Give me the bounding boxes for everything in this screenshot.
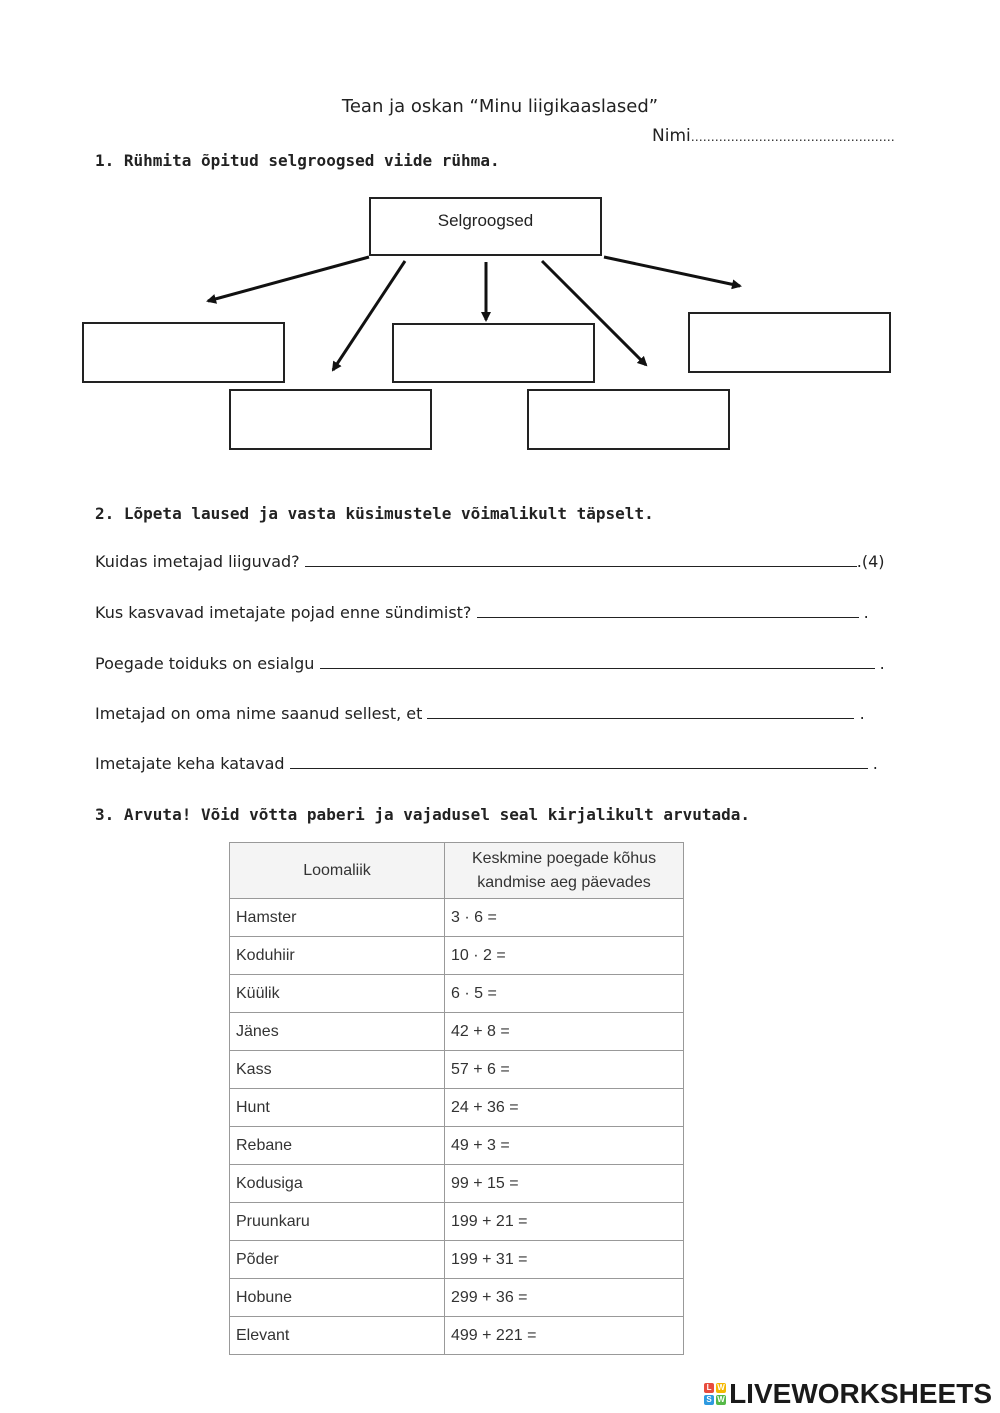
name-label: Nimi bbox=[652, 126, 691, 146]
liveworksheets-logo bbox=[704, 1378, 992, 1410]
calculation-cell[interactable]: 99 + 15 = bbox=[445, 1165, 684, 1203]
species-cell: Hunt bbox=[230, 1089, 445, 1127]
species-cell: Kass bbox=[230, 1051, 445, 1089]
species-cell: Küülik bbox=[230, 975, 445, 1013]
table-row bbox=[230, 937, 684, 975]
table-row bbox=[230, 975, 684, 1013]
answer-blank[interactable] bbox=[305, 552, 857, 567]
question-suffix: . bbox=[854, 704, 865, 723]
table-row bbox=[230, 1127, 684, 1165]
name-dots: …………………………………………… bbox=[690, 130, 895, 144]
logo-letter: W bbox=[717, 1383, 725, 1392]
arrow-1 bbox=[208, 257, 369, 301]
answer-blank[interactable] bbox=[427, 704, 854, 719]
group-box-4[interactable] bbox=[229, 389, 432, 450]
logo-mark-icon bbox=[704, 1383, 726, 1405]
table-row bbox=[230, 1165, 684, 1203]
section1-heading: 1. Rühmita õpitud selgroogsed viide rühma. bbox=[95, 151, 500, 170]
question-suffix: . bbox=[858, 603, 869, 622]
question-suffix: .(4) bbox=[856, 552, 885, 571]
species-cell: Hobune bbox=[230, 1279, 445, 1317]
question-row bbox=[95, 603, 869, 622]
table-row bbox=[230, 1317, 684, 1355]
table-row bbox=[230, 899, 684, 937]
calculation-cell[interactable]: 199 + 31 = bbox=[445, 1241, 684, 1279]
logo-letter: L bbox=[704, 1383, 714, 1393]
calculation-cell[interactable]: 199 + 21 = bbox=[445, 1203, 684, 1241]
species-cell: Kodusiga bbox=[230, 1165, 445, 1203]
section3-heading: 3. Arvuta! Võid võtta paberi ja vajadusel seal kirjalikult arvutada. bbox=[95, 805, 751, 824]
vertebrates-box: Selgroogsed bbox=[369, 197, 602, 256]
table-row bbox=[230, 1051, 684, 1089]
table-row bbox=[230, 1279, 684, 1317]
question-row bbox=[95, 552, 885, 571]
calculation-cell[interactable]: 24 + 36 = bbox=[445, 1089, 684, 1127]
question-row bbox=[95, 654, 885, 673]
calculation-cell[interactable]: 57 + 6 = bbox=[445, 1051, 684, 1089]
gestation-table-wrap bbox=[229, 842, 684, 1355]
group-box-5[interactable] bbox=[527, 389, 730, 450]
answer-blank[interactable] bbox=[477, 603, 859, 618]
table-header-row bbox=[230, 843, 684, 899]
question-text: Poegade toiduks on esialgu bbox=[95, 654, 315, 673]
question-text: Kuidas imetajad liiguvad? bbox=[95, 552, 300, 571]
calculation-cell[interactable]: 49 + 3 = bbox=[445, 1127, 684, 1165]
table-row bbox=[230, 1241, 684, 1279]
table-row bbox=[230, 1203, 684, 1241]
gestation-table bbox=[229, 842, 684, 1355]
question-row bbox=[95, 754, 878, 773]
section2-heading: 2. Lõpeta laused ja vasta küsimustele võimalikult täpselt. bbox=[95, 504, 654, 523]
question-text: Imetajate keha katavad bbox=[95, 754, 285, 773]
species-cell: Pruunkaru bbox=[230, 1203, 445, 1241]
worksheet-title: Tean ja oskan “Minu liigikaaslased” bbox=[341, 96, 659, 117]
calculation-cell[interactable]: 3 · 6 = bbox=[445, 899, 684, 937]
species-cell: Jänes bbox=[230, 1013, 445, 1051]
answer-blank[interactable] bbox=[320, 654, 875, 669]
logo-letter: S bbox=[704, 1395, 714, 1405]
arrow-5 bbox=[604, 257, 740, 286]
question-row bbox=[95, 704, 865, 723]
calculation-cell[interactable]: 299 + 36 = bbox=[445, 1279, 684, 1317]
header-species: Loomaliik bbox=[230, 843, 445, 899]
logo-text: LIVEWORKSHEETS bbox=[729, 1378, 992, 1409]
calculation-cell[interactable]: 6 · 5 = bbox=[445, 975, 684, 1013]
species-cell: Elevant bbox=[230, 1317, 445, 1355]
table-row bbox=[230, 1013, 684, 1051]
species-cell: Hamster bbox=[230, 899, 445, 937]
question-suffix: . bbox=[874, 654, 885, 673]
species-cell: Koduhiir bbox=[230, 937, 445, 975]
group-box-2[interactable] bbox=[392, 323, 595, 383]
question-text: Kus kasvavad imetajate pojad enne sündimist? bbox=[95, 603, 472, 622]
logo-letter: W bbox=[717, 1395, 725, 1404]
question-text: Imetajad on oma nime saanud sellest, et bbox=[95, 704, 423, 723]
calculation-cell[interactable]: 499 + 221 = bbox=[445, 1317, 684, 1355]
table-row bbox=[230, 1089, 684, 1127]
group-box-3[interactable] bbox=[688, 312, 891, 373]
calculation-cell[interactable]: 42 + 8 = bbox=[445, 1013, 684, 1051]
header-gestation: Keskmine poegade kõhus kandmise aeg päevades bbox=[445, 843, 684, 899]
species-cell: Põder bbox=[230, 1241, 445, 1279]
group-box-1[interactable] bbox=[82, 322, 285, 383]
question-suffix: . bbox=[867, 754, 878, 773]
answer-blank[interactable] bbox=[290, 754, 868, 769]
species-cell: Rebane bbox=[230, 1127, 445, 1165]
calculation-cell[interactable]: 10 · 2 = bbox=[445, 937, 684, 975]
